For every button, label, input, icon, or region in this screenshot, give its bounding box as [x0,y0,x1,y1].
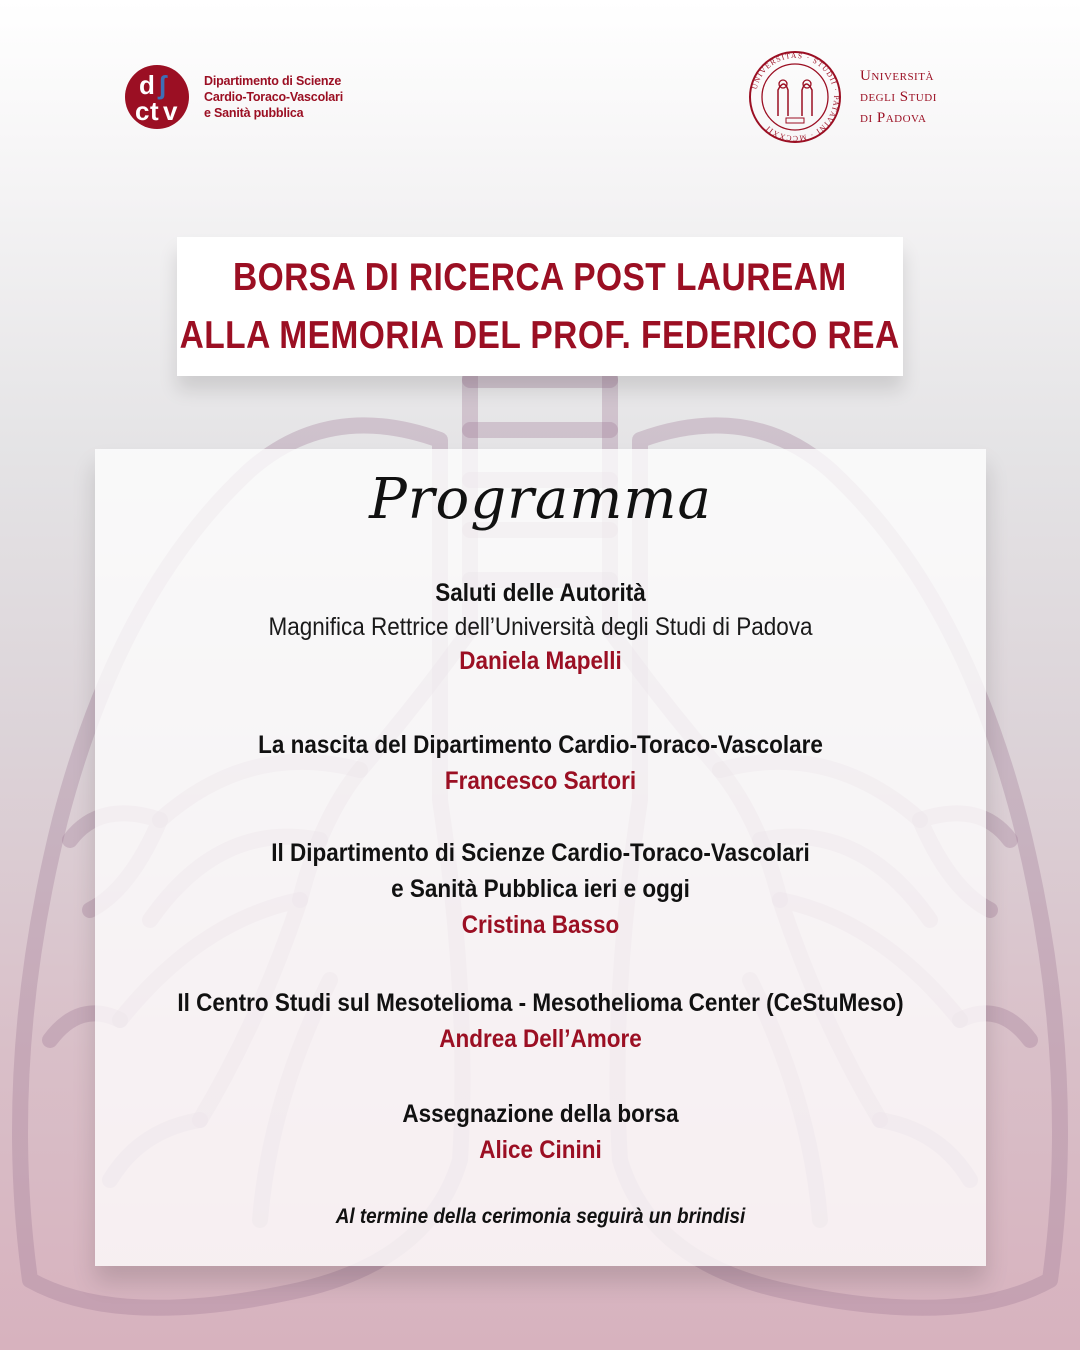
university-seal-icon [748,50,842,144]
title-line-1: BORSA DI RICERCA POST LAUREAM [233,255,847,299]
department-logo [124,64,343,130]
svg-text:v: v [163,96,178,126]
item-speaker: Alice Cinini [479,1136,602,1164]
item-speaker: Cristina Basso [461,911,620,939]
dctv-logo-icon [124,64,190,130]
svg-text:ʃ: ʃ [158,70,167,100]
department-name: Dipartimento di Scienze Cardio-Toraco-Vascolari e Sanità pubblica [204,74,343,120]
title-line-2: ALLA MEMORIA DEL PROF. FEDERICO REA [179,313,901,357]
program-item [95,1096,986,1168]
program-item [95,575,986,679]
university-name: Università degli Studi di Padova [860,67,937,126]
svg-text:d: d [139,70,155,100]
program-card [95,449,986,1266]
item-title: Il Dipartimento di Scienze Cardio-Toraco-Vascolari [271,839,810,867]
item-title: Assegnazione della borsa [402,1100,679,1128]
item-title: La nascita del Dipartimento Cardio-Toraco-Vascolare [258,731,823,759]
item-speaker: Francesco Sartori [444,767,637,795]
closing-note: Al termine della cerimonia seguirà un brindisi [335,1205,746,1228]
svg-text:c: c [135,96,150,126]
svg-text:UNIVERSITAS · STUDII · PATAVIN: UNIVERSITAS · STUDII · PATAVINI · MCCXXII [749,50,842,144]
item-speaker: Andrea Dell’Amore [439,1025,642,1053]
program-item [95,985,986,1057]
program-heading: Programma [369,467,712,532]
title-banner [177,237,903,376]
university-logo [748,50,937,144]
item-subtitle: Magnifica Rettrice dell’Università degli Studi di Padova [268,613,813,641]
item-title-continued: e Sanità Pubblica ieri e oggi [391,875,690,903]
item-title: Saluti delle Autorità [435,579,646,607]
program-item [95,727,986,799]
program-item [95,835,986,943]
item-speaker: Daniela Mapelli [459,647,622,675]
item-title: Il Centro Studi sul Mesotelioma - Mesothelioma Center (CeStuMeso) [177,989,904,1017]
svg-text:t: t [150,96,159,126]
